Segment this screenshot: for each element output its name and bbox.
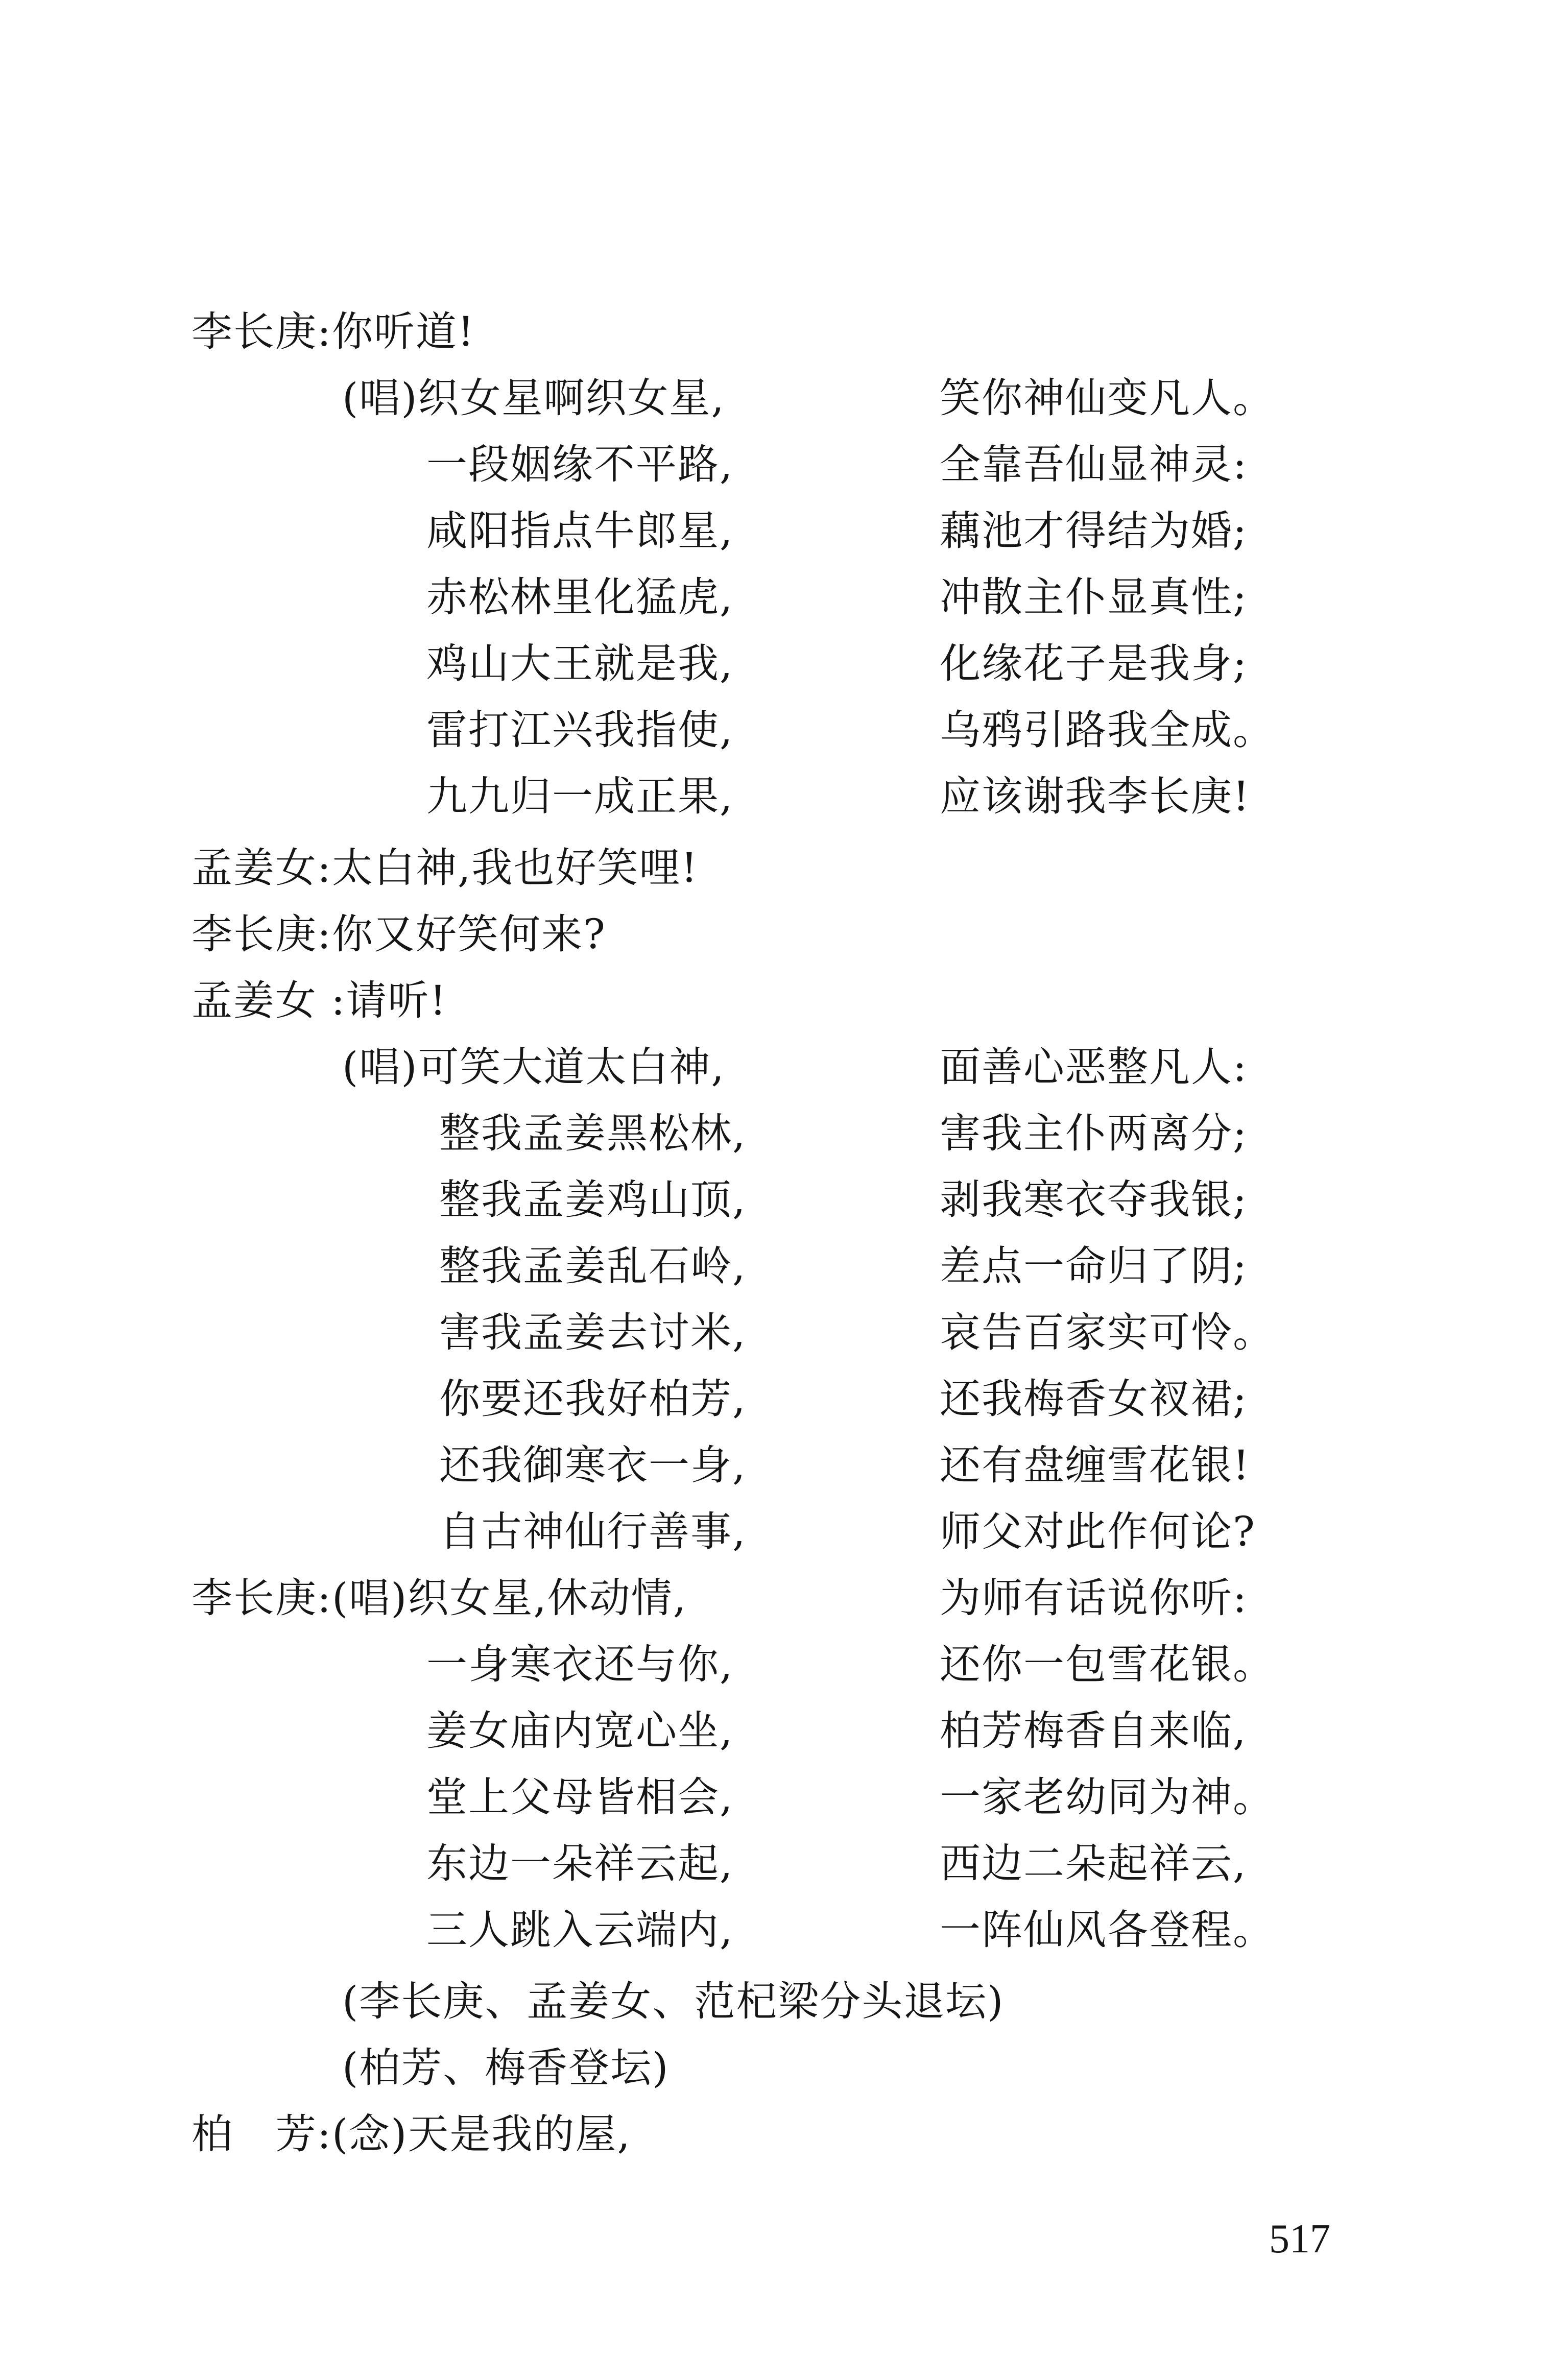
verse-right: 差点一命归了阴; xyxy=(940,1242,1248,1290)
verse-left: 害我孟姜去讨米, xyxy=(439,1309,747,1356)
verse-right: 师父对此作何论? xyxy=(940,1508,1256,1555)
verse-left: 整我孟姜黑松林, xyxy=(439,1110,747,1157)
verse-left: 东边一朵祥云起, xyxy=(426,1840,734,1887)
dialogue-line: 李长庚:你听道! xyxy=(192,308,475,355)
verse-right: 还你一包雪花银。 xyxy=(940,1641,1275,1688)
verse-right: 为师有话说你听: xyxy=(940,1574,1248,1622)
verse-left: 三人跳入云端内, xyxy=(426,1906,734,1954)
verse-right: 哀告百家实可怜。 xyxy=(940,1309,1275,1356)
dialogue-line: 柏 芳:(念)天是我的屋, xyxy=(192,2110,631,2158)
verse-left: 鸡山大王就是我, xyxy=(426,640,734,687)
verse-left: 整我孟姜鸡山顶, xyxy=(439,1176,747,1223)
verse-right: 剥我寒衣夺我银; xyxy=(940,1176,1248,1223)
verse-right: 应该谢我李长庚! xyxy=(940,773,1251,820)
verse-left: 雷打江兴我指使, xyxy=(426,706,734,754)
verse-left: 姜女庙内宽心坐, xyxy=(426,1707,734,1754)
verse-left: 整我孟姜乱石岭, xyxy=(439,1242,747,1290)
dialogue-line: 李长庚:你又好笑何来? xyxy=(192,910,606,958)
verse-right: 面善心恶整凡人: xyxy=(940,1043,1248,1091)
verse-left: 一身寒衣还与你, xyxy=(426,1641,734,1688)
verse-left: 堂上父母皆相会, xyxy=(426,1773,734,1821)
verse-left: 咸阳指点牛郎星, xyxy=(426,507,734,555)
verse-left: 李长庚:(唱)织女星,休动情, xyxy=(192,1574,687,1622)
verse-right: 冲散主仆显真性; xyxy=(940,573,1248,621)
verse-left: 你要还我好柏芳, xyxy=(439,1375,747,1423)
verse-right: 西边二朵起祥云, xyxy=(940,1840,1247,1887)
verse-right: 笑你神仙变凡人。 xyxy=(940,374,1275,422)
verse-left: 自古神仙行善事, xyxy=(439,1508,747,1555)
verse-left: 赤松林里化猛虎, xyxy=(426,573,734,621)
verse-right: 乌鸦引路我全成。 xyxy=(940,706,1275,754)
verse-right: 一家老幼同为神。 xyxy=(940,1773,1275,1821)
verse-right: 柏芳梅香自来临, xyxy=(940,1707,1247,1754)
verse-left: 还我御寒衣一身, xyxy=(439,1441,747,1489)
verse-right: 还有盘缠雪花银! xyxy=(940,1441,1251,1489)
verse-right: 藕池才得结为婚; xyxy=(940,507,1248,555)
page-number: 517 xyxy=(1269,2217,1330,2262)
verse-right: 化缘花子是我身; xyxy=(940,640,1248,687)
verse-right: 还我梅香女衩裙; xyxy=(940,1375,1248,1423)
verse-right: 全靠吾仙显神灵: xyxy=(940,441,1248,488)
stage-direction: (李长庚、孟姜女、范杞梁分头退坛) xyxy=(342,1978,1005,2025)
verse-left: 九九归一成正果, xyxy=(426,773,734,820)
stage-direction: (柏芳、梅香登坛) xyxy=(342,2044,670,2091)
verse-right: 一阵仙风各登程。 xyxy=(940,1906,1275,1954)
dialogue-line: 孟姜女 :请听! xyxy=(192,977,447,1024)
verse-left: 一段姻缘不平路, xyxy=(426,441,734,488)
verse-left: (唱)织女星啊织女星, xyxy=(342,374,725,422)
verse-right: 害我主仆两离分; xyxy=(940,1110,1248,1157)
verse-left: (唱)可笑大道太白神, xyxy=(342,1043,725,1091)
dialogue-line: 孟姜女:太白神,我也好笑哩! xyxy=(192,844,699,892)
